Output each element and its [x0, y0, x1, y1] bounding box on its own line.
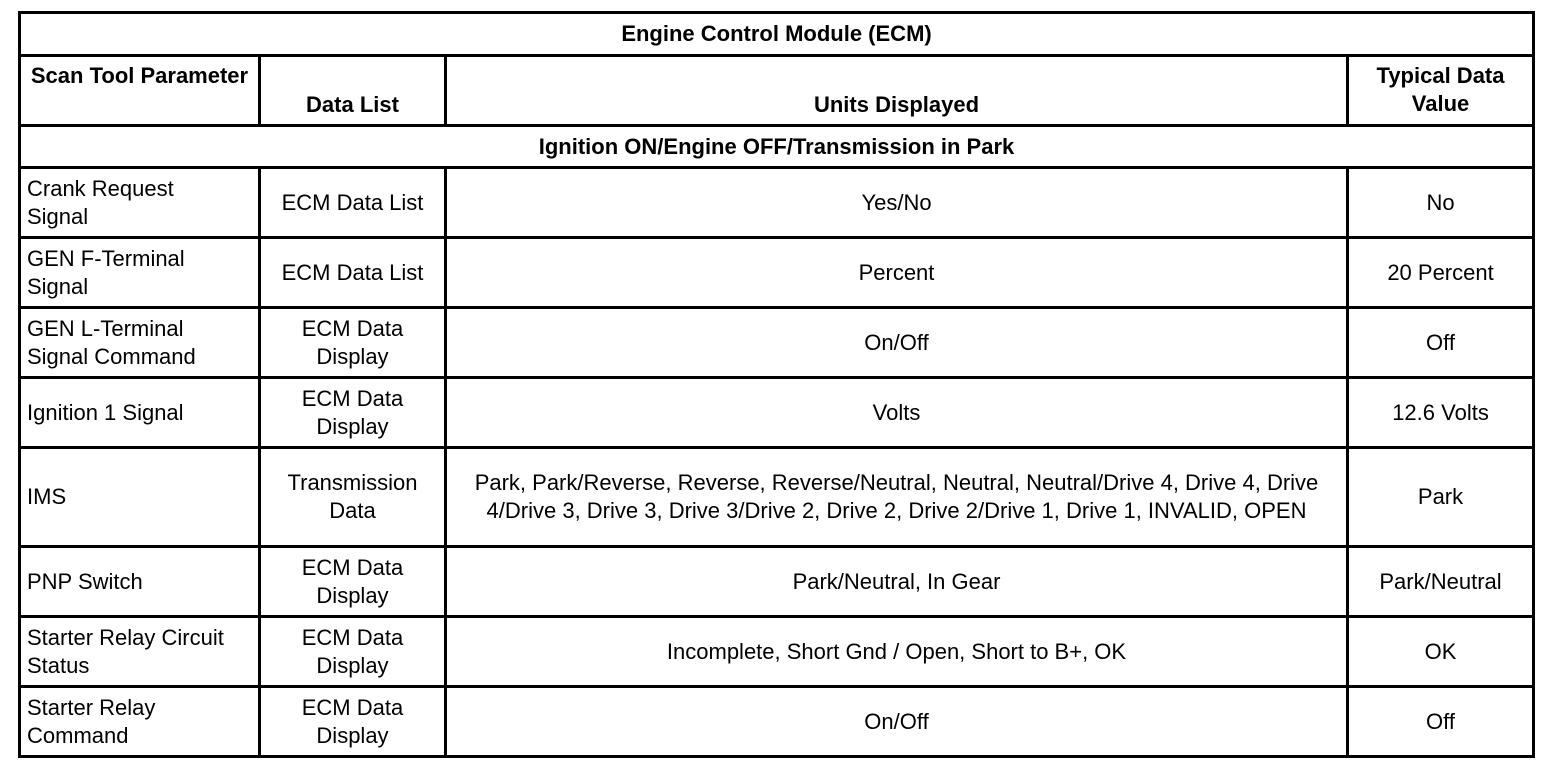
- cell-typical-value: Park/Neutral: [1348, 547, 1534, 617]
- cell-parameter: PNP Switch: [20, 547, 260, 617]
- cell-data-list: ECM Data List: [260, 238, 446, 308]
- header-data-list: Data List: [260, 56, 446, 126]
- cell-units: Incomplete, Short Gnd / Open, Short to B+, OK: [446, 617, 1348, 687]
- header-parameter: Scan Tool Parameter: [20, 56, 260, 126]
- cell-typical-value: 12.6 Volts: [1348, 378, 1534, 448]
- table-title-row: [20, 13, 1534, 56]
- cell-typical-value: No: [1348, 168, 1534, 238]
- ecm-data-table: [18, 11, 1535, 758]
- header-typical-value: Typical Data Value: [1348, 56, 1534, 126]
- cell-units: On/Off: [446, 308, 1348, 378]
- table-row: [20, 378, 1534, 448]
- cell-typical-value: Park: [1348, 448, 1534, 547]
- table-row: [20, 617, 1534, 687]
- cell-parameter: IMS: [20, 448, 260, 547]
- table-row: [20, 168, 1534, 238]
- cell-units: Park/Neutral, In Gear: [446, 547, 1348, 617]
- section-heading: Ignition ON/Engine OFF/Transmission in Park: [20, 126, 1534, 168]
- cell-typical-value: 20 Percent: [1348, 238, 1534, 308]
- table-title: Engine Control Module (ECM): [20, 13, 1534, 56]
- cell-parameter: Crank Request Signal: [20, 168, 260, 238]
- table-row: [20, 547, 1534, 617]
- cell-typical-value: OK: [1348, 617, 1534, 687]
- cell-parameter: GEN F-Terminal Signal: [20, 238, 260, 308]
- table-row: [20, 308, 1534, 378]
- cell-parameter: Starter Relay Circuit Status: [20, 617, 260, 687]
- cell-data-list: ECM Data Display: [260, 617, 446, 687]
- cell-units: Volts: [446, 378, 1348, 448]
- cell-data-list: ECM Data List: [260, 168, 446, 238]
- table-row: [20, 238, 1534, 308]
- cell-units: Park, Park/Reverse, Reverse, Reverse/Neutral, Neutral, Neutral/Drive 4, Drive 4, Drive 4/Drive 3, Drive 3, Drive 3/Drive 2, Drive 2, Drive 2/Drive 1, Drive 1, INVALID, OPEN: [446, 448, 1348, 547]
- section-row: [20, 126, 1534, 168]
- cell-data-list: ECM Data Display: [260, 308, 446, 378]
- header-row: [20, 56, 1534, 126]
- cell-data-list: ECM Data Display: [260, 687, 446, 757]
- cell-units: On/Off: [446, 687, 1348, 757]
- cell-parameter: Ignition 1 Signal: [20, 378, 260, 448]
- cell-typical-value: Off: [1348, 308, 1534, 378]
- cell-units: Yes/No: [446, 168, 1348, 238]
- cell-typical-value: Off: [1348, 687, 1534, 757]
- cell-parameter: GEN L-Terminal Signal Command: [20, 308, 260, 378]
- table-row: [20, 687, 1534, 757]
- cell-data-list: ECM Data Display: [260, 378, 446, 448]
- cell-data-list: Transmission Data: [260, 448, 446, 547]
- cell-parameter: Starter Relay Command: [20, 687, 260, 757]
- header-units: Units Displayed: [446, 56, 1348, 126]
- cell-data-list: ECM Data Display: [260, 547, 446, 617]
- cell-units: Percent: [446, 238, 1348, 308]
- table-row: [20, 448, 1534, 547]
